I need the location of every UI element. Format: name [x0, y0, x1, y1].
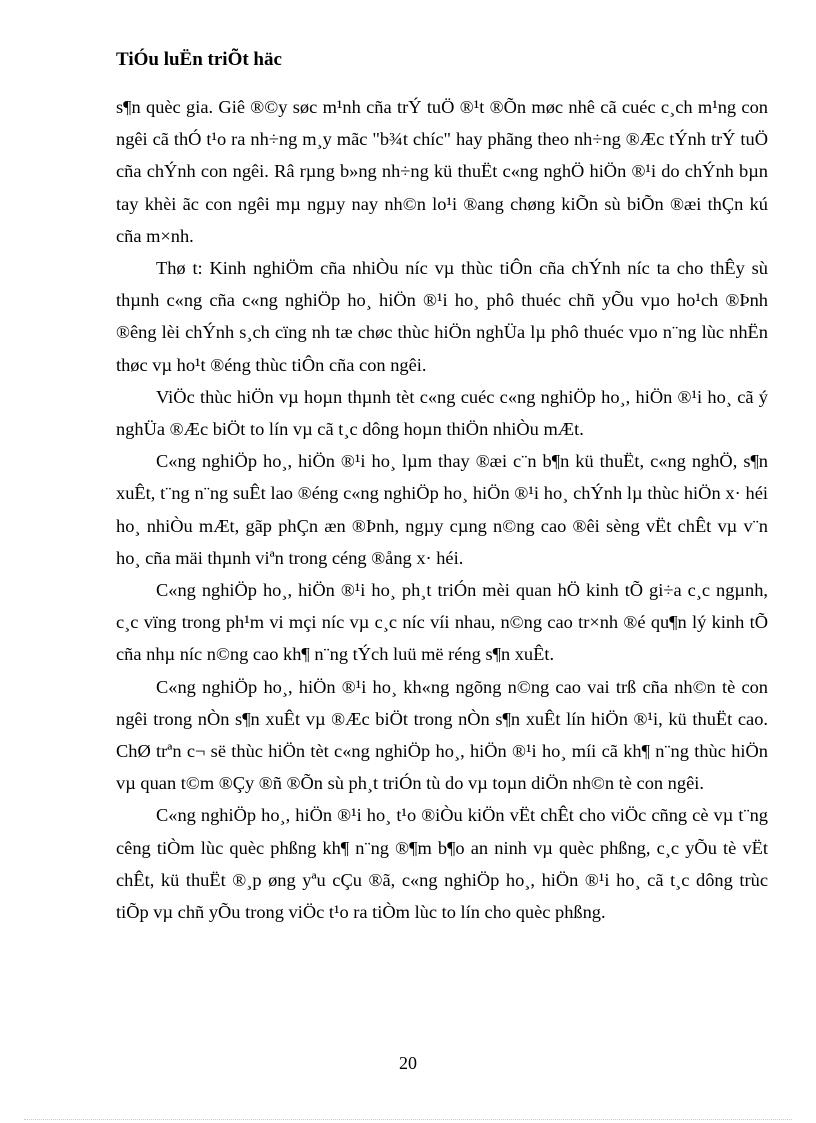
paragraph-7: C«ng nghiÖp ho¸, hiÖn ®¹i ho¸ t¹o ®iÒu kiÖn vËt chÊt cho viÖc cñng cè vµ t¨ng cêng tiÒm lùc quèc phßng kh¶ n¨ng ®¶m b¶o an ninh vµ quèc phßng, c¸c yÕu tè vËt chÊt, kü thuËt ®¸p øng yªu cÇu ®ã, c«ng nghiÖp ho¸, hiÖn ®¹i ho¸ cã t¸c dông trùc tiÕp vµ chñ yÕu trong viÖc t¹o ra tiÒm lùc to lín cho quèc phßng.	[116, 805, 768, 923]
paragraph-1: s¶n quèc gia. Giê ®©y søc m¹nh cña trÝ tuÖ ®¹t ®Õn møc nhê cã cuéc c¸ch m¹ng con ngêi cã thÓ t¹o ra nh÷ng m¸y mãc "b¾t chíc" hay phãng theo nh÷ng ®Æc tÝnh trÝ tuÖ cña chÝnh con ngêi. Râ rµng b»ng nh÷ng kü thuËt c«ng nghÖ hiÖn ®¹i do chÝnh bµn tay khèi ãc con ngêi mµ ngµy nay nh©n lo¹i ®ang chøng kiÕn sù biÕn ®æi thÇn kú cña m×nh.	[116, 97, 768, 246]
page-number: 20	[399, 1053, 417, 1073]
page-bottom-divider	[24, 1119, 792, 1120]
paragraph-6: C«ng nghiÖp ho¸, hiÖn ®¹i ho¸ kh«ng ngõng n©ng cao vai trß cña nh©n tè con ngêi trong nÒn s¶n xuÊt vµ ®Æc biÖt trong nÒn s¶n xuÊt lín hiÖn ®¹i, kü thuËt cao. ChØ trªn c¬ së thùc hiÖn tèt c«ng nghiÖp ho¸, hiÖn ®¹i ho¸ míi cã kh¶ n¨ng thùc hiÖn vµ quan t©m ®Çy ®ñ ®Õn sù ph¸t triÓn tù do vµ toµn diÖn nh©n tè con ngêi.	[116, 676, 768, 794]
running-header-title: TiÓu luËn triÕt häc	[116, 49, 282, 70]
body-text	[116, 91, 768, 928]
paragraph-2: Thø t: Kinh nghiÖm cña nhiÒu níc vµ thùc tiÔn cña chÝnh níc ta cho thÊy sù thµnh c«ng cña c«ng nghiÖp ho¸ hiÖn ®¹i ho¸ phô thuéc chñ yÕu vµo ho¹ch ®Þnh ®êng lèi chÝnh s¸ch cïng nh tæ chøc thùc hiÖn nghÜa lµ phô thuéc vµo n¨ng lùc nhËn thøc vµ ho¹t ®éng thùc tiÔn cña con ngêi.	[116, 258, 768, 375]
paragraph-5: C«ng nghiÖp ho¸, hiÖn ®¹i ho¸ ph¸t triÓn mèi quan hÖ kinh tÕ gi÷a c¸c ngµnh, c¸c vïng trong ph¹m vi mçi níc vµ c¸c níc víi nhau, n©ng cao tr×nh ®é qu¶n lý kinh tÕ cña nhµ níc n©ng cao kh¶ n¨ng tÝch luü më réng s¶n xuÊt.	[116, 580, 768, 665]
paragraph-4: C«ng nghiÖp ho¸, hiÖn ®¹i ho¸ lµm thay ®æi c¨n b¶n kü thuËt, c«ng nghÖ, s¶n xuÊt, t¨ng n¨ng suÊt lao ®éng c«ng nghiÖp ho¸ hiÖn ®¹i ho¸ chÝnh lµ thùc hiÖn x· héi ho¸ nhiÒu mÆt, gãp phÇn æn ®Þnh, ngµy cµng n©ng cao ®êi sèng vËt chÊt vµ v¨n ho¸ cña mäi thµnh viªn trong céng ®ång x· héi.	[116, 451, 768, 568]
paragraph-3: ViÖc thùc hiÖn vµ hoµn thµnh tèt c«ng cuéc c«ng nghiÖp ho¸, hiÖn ®¹i ho¸ cã ý nghÜa ®Æc biÖt to lín vµ cã t¸c dông hoµn thiÖn nhiÒu mÆt.	[116, 386, 768, 440]
